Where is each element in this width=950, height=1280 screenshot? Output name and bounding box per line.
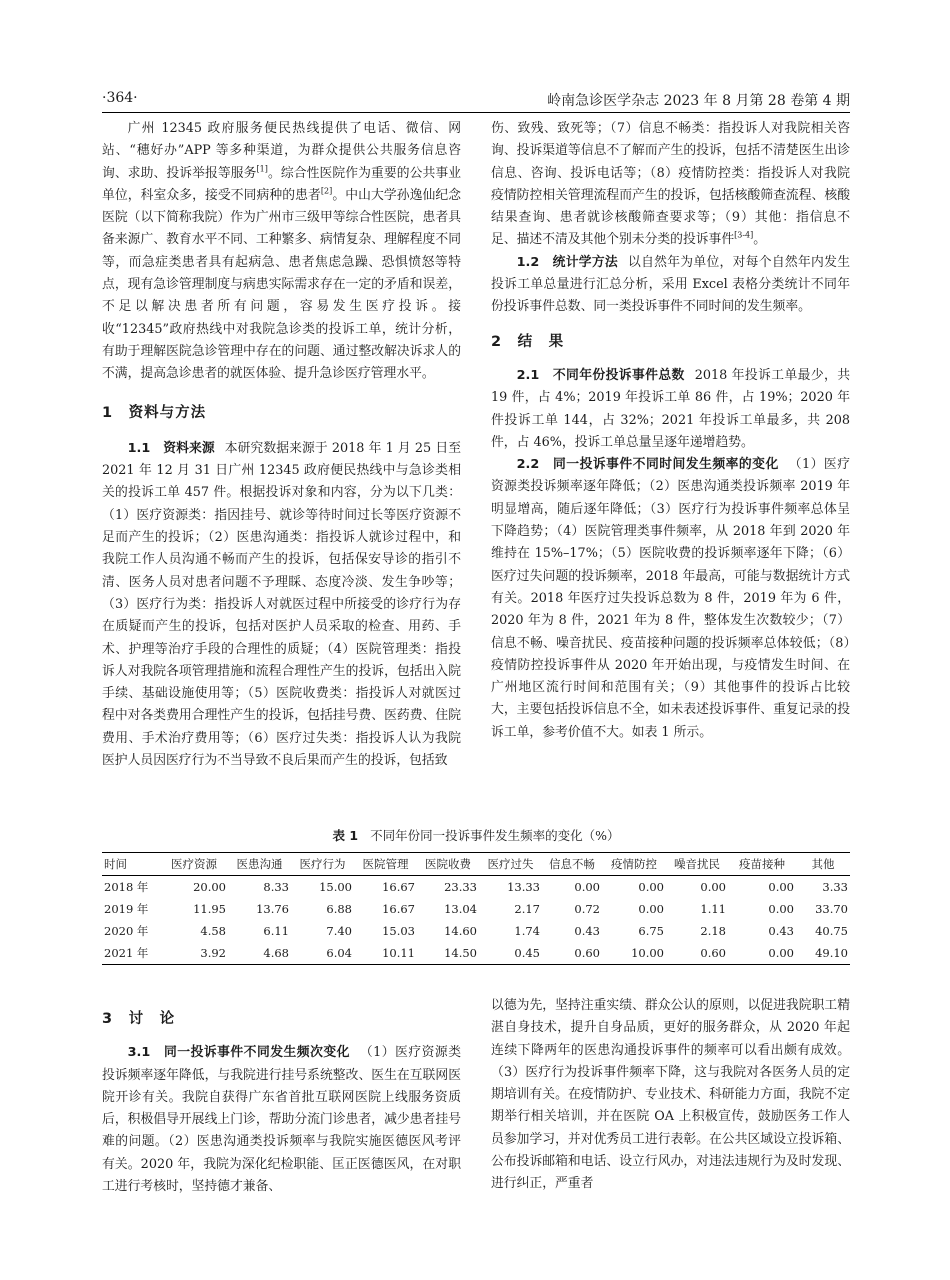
section-heading-methods: 1 资料与方法 (102, 404, 207, 421)
table-cell: 2018 年 (104, 880, 149, 894)
table-cell: 6.88 (326, 902, 352, 916)
left-column (102, 118, 461, 772)
column-header: 信息不畅 (549, 857, 595, 871)
table-cell: 0.60 (574, 946, 600, 960)
right-column (491, 118, 850, 744)
results-frequency-paragraph (491, 454, 850, 744)
subsection-title: 3.1 同一投诉事件不同发生频次变化 (127, 1045, 350, 1061)
table-row (102, 942, 850, 965)
column-header: 医疗过失 (487, 857, 534, 871)
statistics-text: 以自然年为单位，对每个自然年内发生投诉工单总量进行汇总分析，采用 Excel 表格分类统计不同年份投诉事件总数、同一类投诉事件不同时间的发生频率。 (491, 254, 851, 315)
table-cell: 49.10 (815, 946, 848, 960)
table-cell: 40.75 (815, 924, 848, 938)
table-row (102, 876, 850, 899)
table-header-row (102, 853, 850, 876)
journal-title: 岭南急诊医学杂志 2023 年 8 月第 28 卷第 4 期 (547, 93, 850, 109)
subsection-title: 2.1 不同年份投诉事件总数 (516, 367, 685, 383)
table-cell: 16.67 (382, 880, 415, 894)
table-cell: 0.00 (768, 902, 794, 916)
running-header (102, 90, 850, 113)
table-cell: 0.45 (514, 946, 540, 960)
table-cell: 2.17 (514, 902, 540, 916)
column-header: 时间 (104, 857, 127, 871)
table-cell: 0.72 (574, 902, 600, 916)
punctuation: 。 (753, 232, 767, 248)
column-header: 医院收费 (425, 857, 471, 871)
data-source-text: 本研究数据来源于 2018 年 1 月 25 日至 2021 年 12 月 31 日广州 12345 政府便民热线中与急诊类相关的投诉工单 457 件。根据投诉对象和内容，分为以下几类：（1）医疗资源类：指因挂号、就诊等待时间过长等医疗资源不足而产生的投诉；（2）医患沟通类：指投诉人就诊过程中，和我院工作人员沟通不畅而产生的投诉，包括保安导诊的指引不清、医务人员对患者问题不予理睬、态度冷淡、发生争吵等；（3）医疗行为类：指投诉人对就医过程中所接受的诊疗行为存在质疑而产生的投诉，包括对医护人员采取的检查、用药、手术、护理等治疗手段的合理性的质疑；（4）医院管理类：指投诉人对我院各项管理措施和流程合理性产生的投诉，包括出入院手续、基础设施使用等；（5）医院收费类：指投诉人对就医过程中对各类费用合理性产生的投诉，包括挂号费、医药费、住院费用、手术治疗费用等；（6）医疗过失类：指投诉人认为我院医护人员因医疗行为不当导致不良后果而产生的投诉，包括致 (102, 440, 461, 769)
discussion-right-column (491, 995, 850, 1196)
page-number: ·364· (102, 90, 138, 106)
table-cell: 0.00 (700, 880, 726, 894)
results-total-paragraph (491, 365, 850, 454)
citation-ref: [1] (256, 164, 268, 174)
results-frequency-text: （1）医疗资源类投诉频率逐年降低；（2）医患沟通类投诉频率 2019 年明显增高，随后逐年降低；（3）医疗行为投诉事件频率总体呈下降趋势；（4）医院管理类事件频率，从 2018 年到 2020 年维持在 15%–17%；（5）医院收费的投诉频率逐年下降；（6）医疗过失问题的投诉频率，2018 年最高，可能与数据统计方式有关。2018 年医疗过失投诉总数为 8 件，2019 年为 6 件，2020 年为 8 件，2021 年为 8 件，整体发生次数较少；（7）信息不畅、噪音扰民、疫苗接种问题的投诉频率总体较低；（8）疫情防控投诉事件从 2020 年开始出现，与疫情发生时间、在广州地区流行时间和范围有关；（9）其他事件的投诉占比较大，主要包括投诉信息不全，如未表述投诉事件、重复记录的投诉工单，参考价值不大。如表 1 所示。 (491, 457, 850, 740)
citation-ref: [3-4] (734, 231, 754, 241)
table-cell: 1.11 (700, 902, 726, 916)
table-cell: 0.00 (638, 880, 664, 894)
section-heading-results: 2 结 果 (491, 333, 565, 350)
section-heading-discussion: 3 讨 论 (102, 1011, 176, 1027)
column-header: 噪音扰民 (674, 857, 720, 871)
table-cell: 0.43 (574, 924, 600, 938)
subsection-title: 1.2 统计学方法 (516, 254, 618, 270)
citation-ref: [2] (320, 186, 333, 196)
table-cell: 0.00 (638, 902, 664, 916)
table-cell: 0.43 (768, 924, 794, 938)
table-cell: 10.11 (382, 946, 415, 960)
table-cell: 11.95 (193, 902, 226, 916)
column-header: 医院管理 (362, 857, 409, 871)
column-header: 疫情防控 (611, 857, 657, 871)
column-header: 医患沟通 (236, 857, 283, 871)
discussion-paragraph (102, 1042, 461, 1198)
intro-text-a: 广州 12345 政府服务便民热线提供了电话、微信、网站、“穗好办”APP 等多种渠道，为群众提供公共服务信息咨询、求助、投诉举报等服务 (102, 121, 461, 181)
table-cell: 6.04 (326, 946, 352, 960)
table-title: 不同年份同一投诉事件发生频率的变化（%） (370, 828, 620, 843)
discussion-text: （1）医疗资源类投诉频率逐年降低，与我院进行挂号系统整改、医生在互联网医院开诊有关。我院自获得广东省首批互联网医院上线服务资质后，积极倡导开展线上门诊，帮助分流门诊患者，减少患者挂号难的问题。（2）医患沟通类投诉频率与我院实施医德医风考评有关。2020 年，我院为深化纪检职能、匡正医德医风，在对职工进行考核时，坚持德才兼备、 (102, 1045, 461, 1195)
table-cell: 15.00 (319, 880, 352, 894)
table-cell: 0.60 (700, 946, 726, 960)
column-header: 医疗资源 (171, 857, 217, 871)
table-cell: 13.04 (444, 902, 477, 916)
methods-paragraph (102, 438, 461, 772)
table-cell: 14.60 (444, 924, 477, 938)
table-cell: 16.67 (382, 902, 415, 916)
table-cell: 13.76 (256, 902, 289, 916)
table-cell: 2021 年 (104, 946, 149, 960)
table-cell: 14.50 (444, 946, 477, 960)
frequency-table (102, 852, 850, 965)
table-cell: 3.33 (822, 880, 848, 894)
table-cell: 10.00 (631, 946, 664, 960)
table-cell: 0.00 (768, 946, 794, 960)
subsection-title: 2.2 同一投诉事件不同时间发生频率的变化 (516, 457, 779, 473)
table-cell: 7.40 (326, 924, 352, 938)
intro-text-b: 。综合性医院作为重要的公共事业单位，科室众多，接受不同病种的患者 (102, 165, 462, 203)
table-cell: 6.75 (638, 924, 664, 938)
continuation-text: 伤、致残、致死等；（7）信息不畅类：指投诉人对我院相关咨询、投诉渠道等信息不了解而产生的投诉，包括不清楚医生出诊信息、咨询、投诉电话等；（8）疫情防控类：指投诉人对我院疫情防控相关管理流程而产生的投诉，包括核酸筛查流程、核酸结果查询、患者就诊核酸筛查要求等；（9）其他：指信息不足、描述不清及其他个别未分类的投诉事件 (491, 121, 850, 248)
table-cell: 4.68 (263, 946, 289, 960)
intro-paragraph (102, 118, 461, 386)
results-total-text: 2018 年投诉工单最少，共 19 件，占 4%；2019 年投诉工单 86 件，占 19%；2020 年件投诉工单 144，占 32%；2021 年投诉工单最多，共 208 件，占 46%，投诉工单总量呈逐年递增趋势。 (491, 367, 851, 450)
table-cell: 3.92 (200, 946, 226, 960)
table-cell: 4.58 (200, 924, 226, 938)
statistics-paragraph (491, 252, 850, 319)
category-continuation (491, 118, 850, 252)
table-cell: 0.00 (574, 880, 600, 894)
table-cell: 23.33 (444, 880, 477, 894)
table-cell: 6.11 (263, 924, 289, 938)
table-cell: 2020 年 (104, 924, 149, 938)
discussion-left-column (102, 1008, 461, 1198)
table-cell: 20.00 (193, 880, 226, 894)
table-cell: 0.00 (768, 880, 794, 894)
subsection-title: 1.1 资料来源 (127, 440, 215, 456)
table-cell: 15.03 (382, 924, 415, 938)
table-cell: 33.70 (815, 902, 848, 916)
discussion-continuation: 以德为先，坚持注重实绩、群众公认的原则，以促进我院职工精湛自身技术，提升自身品质，更好的服务群众，从 2020 年起连续下降两年的医患沟通投诉事件的频率可以看出颇有成效。（3）医疗行为投诉事件频率下降，这与我院对各医务人员的定期培训有关。在疫情防护、专业技术、科研能力方面，我院不定期举行相关培训，并在医院 OA 上积极宣传，鼓励医务工作人员参加学习，并对优秀员工进行表彰。在公共区域设立投诉箱、公布投诉邮箱和电话、设立行风办，对违法违规行为及时发现、进行纠正，严重者 (491, 998, 850, 1192)
column-header: 疫苗接种 (739, 857, 785, 871)
column-header: 医疗行为 (299, 857, 346, 871)
table-cell: 2019 年 (104, 902, 149, 916)
intro-text-c: 。中山大学孙逸仙纪念医院（以下简称我院）作为广州市三级甲等综合性医院，患者具备来源广、教育水平不同、工种繁多、病情复杂、理解程度不同等，而急症类患者具有起病急、患者焦虑急躁、恐惧愤怒等特点，现有急诊管理制度与病患实际需求存在一定的矛盾和误差，不足以解决患者所有问题，容易发生医疗投诉。接收“12345”政府热线中对我院急诊类的投诉工单，统计分析，有助于理解医院急诊管理中存在的问题、通过整改解决诉求人的不满，提高急诊患者的就医体验、提升急诊医疗管理水平。 (102, 187, 462, 382)
table-cell: 1.74 (514, 924, 540, 938)
table-cell: 2.18 (700, 924, 726, 938)
table-cell: 13.33 (507, 880, 540, 894)
table-label: 表 1 (332, 828, 359, 843)
table-row (102, 898, 850, 920)
table-row (102, 920, 850, 942)
column-header: 其他 (811, 857, 835, 871)
table-caption (102, 826, 850, 844)
table-cell: 8.33 (263, 880, 289, 894)
